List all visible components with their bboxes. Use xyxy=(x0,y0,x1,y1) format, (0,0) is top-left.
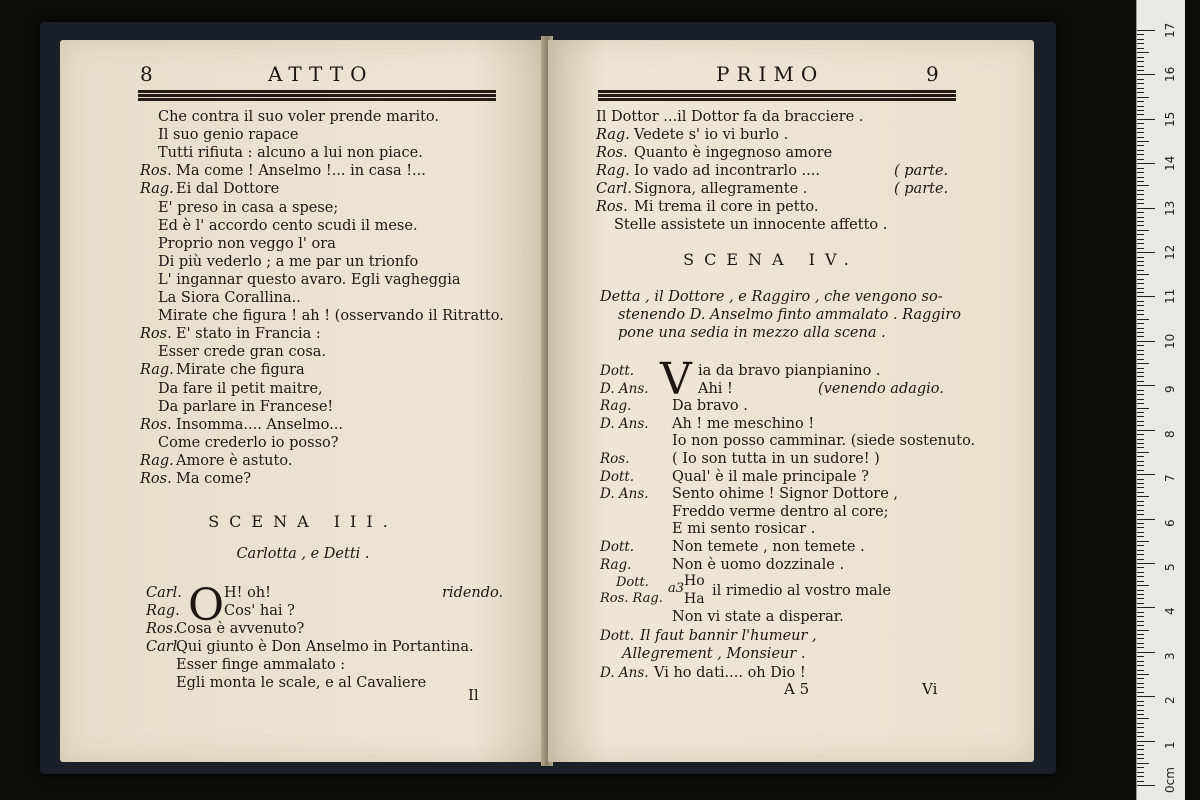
dialogue-text: ( Io son tutta in un sudore! ) xyxy=(672,451,880,467)
ruler-number: 12 xyxy=(1163,244,1177,261)
ruler-tick xyxy=(1137,434,1144,435)
ruler-tick xyxy=(1137,154,1144,155)
ruler-tick xyxy=(1137,532,1144,533)
ruler-tick xyxy=(1137,421,1144,422)
ruler-tick xyxy=(1137,678,1144,679)
text-line: E' preso in casa a spese; xyxy=(158,199,339,216)
ruler-tick xyxy=(1137,705,1144,706)
scene-persons: Carlotta , e Detti . xyxy=(236,546,370,562)
text-line: Cos' hai ? xyxy=(224,603,295,619)
scene-persons-line: Detta , il Dottore , e Raggiro , che vengono so- xyxy=(600,289,943,305)
text-line: Cosa è avvenuto? xyxy=(176,621,305,637)
ruler-tick xyxy=(1137,97,1149,98)
ruler-tick xyxy=(1137,83,1144,84)
speaker-label: Ros. xyxy=(146,621,178,637)
ruler-number: 11 xyxy=(1163,289,1177,305)
ruler-tick xyxy=(1137,110,1144,111)
speaker-label: D. Ans. xyxy=(600,486,649,503)
ruler-tick xyxy=(1137,630,1149,631)
ruler-number: 0cm xyxy=(1163,767,1177,793)
ruler-tick xyxy=(1137,643,1144,644)
ruler-tick xyxy=(1137,510,1144,511)
ruler-tick xyxy=(1137,567,1144,568)
text-line: Proprio non veggo l' ora xyxy=(158,235,336,252)
dialogue-text: Qual' è il male principale ? xyxy=(672,468,869,485)
text-line: La Siora Corallina.. xyxy=(158,290,301,306)
speaker-label: Ros. xyxy=(596,199,628,215)
ruler-tick xyxy=(1137,687,1144,688)
ruler-tick xyxy=(1137,545,1144,546)
header-rule xyxy=(138,90,496,93)
ruler-tick xyxy=(1137,408,1149,409)
ruler-tick xyxy=(1137,328,1144,329)
speaker-label: Carl. xyxy=(146,585,182,601)
ruler-tick xyxy=(1137,443,1144,444)
ruler-tick xyxy=(1137,381,1144,382)
ruler-tick xyxy=(1137,541,1149,542)
ruler-tick xyxy=(1137,79,1144,80)
speaker-label: Rag. xyxy=(146,603,180,619)
ruler-tick xyxy=(1137,612,1144,613)
running-head: PRIMO xyxy=(716,62,825,86)
ruler-tick xyxy=(1137,527,1144,528)
ruler-tick xyxy=(1137,763,1149,764)
ruler-tick xyxy=(1137,701,1144,702)
ruler-tick xyxy=(1137,301,1144,302)
stage-direction: ( parte. xyxy=(894,163,949,179)
speaker-label: Ros. xyxy=(140,471,172,487)
ruler-number: 1 xyxy=(1163,740,1177,749)
ruler-tick xyxy=(1137,767,1144,768)
text-line: Quanto è ingegnoso amore xyxy=(634,145,833,161)
speaker-label: Rag. xyxy=(140,452,174,469)
ruler-tick xyxy=(1137,625,1144,626)
text-line: Ed è l' accordo cento scudi il mese. xyxy=(158,217,418,234)
ruler-tick xyxy=(1137,741,1155,742)
stage-direction: (venendo adagio. xyxy=(818,380,944,397)
speaker-label: Dott. xyxy=(616,575,649,590)
ruler-tick xyxy=(1137,483,1144,484)
ruler-tick xyxy=(1137,479,1144,480)
ruler-tick xyxy=(1137,199,1144,200)
ruler-tick xyxy=(1137,376,1144,377)
ruler-tick xyxy=(1137,536,1144,537)
catchword: Il xyxy=(468,686,479,704)
ruler-tick xyxy=(1137,692,1144,693)
ruler-number: 2 xyxy=(1163,696,1177,705)
ruler-tick xyxy=(1137,670,1144,671)
ruler-tick xyxy=(1137,439,1144,440)
ruler-tick xyxy=(1137,581,1144,582)
ruler-tick xyxy=(1137,550,1144,551)
ruler-tick xyxy=(1137,603,1144,604)
ruler-tick xyxy=(1137,416,1144,417)
ruler-tick xyxy=(1137,66,1144,67)
ruler-tick xyxy=(1137,710,1144,711)
text-line: Il Dottor ...il Dottor fa da bracciere . xyxy=(596,109,864,125)
text-line: Esser finge ammalato : xyxy=(176,657,346,673)
ruler-tick xyxy=(1137,656,1144,657)
a3-mark: a3 xyxy=(668,581,685,596)
ruler-tick xyxy=(1137,243,1144,244)
ruler-tick xyxy=(1137,607,1155,608)
ruler-tick xyxy=(1137,283,1144,284)
speaker-label: D. Ans. xyxy=(600,415,649,432)
dialogue-text: il rimedio al vostro male xyxy=(712,583,892,599)
ruler-tick xyxy=(1137,594,1144,595)
ruler-tick xyxy=(1137,634,1144,635)
ruler-tick xyxy=(1137,487,1144,488)
ruler-tick xyxy=(1137,279,1144,280)
ruler-tick xyxy=(1137,114,1144,115)
ruler-tick xyxy=(1137,572,1144,573)
ruler-tick xyxy=(1137,132,1144,133)
ruler-tick xyxy=(1137,341,1155,342)
ruler-number: 6 xyxy=(1163,518,1177,527)
ruler-tick xyxy=(1137,390,1144,391)
ruler-tick xyxy=(1137,310,1144,311)
ruler-tick xyxy=(1137,718,1149,719)
text-line: E' stato in Francia : xyxy=(176,326,321,343)
ruler-tick xyxy=(1137,345,1144,346)
scene-title: SCENA III. xyxy=(208,512,398,531)
dialogue-text: Io non posso camminar. (siede sostenuto. xyxy=(672,433,976,450)
text-line: Da parlare in Francese! xyxy=(158,398,334,415)
ruler-number: 10 xyxy=(1163,333,1177,349)
ruler-tick xyxy=(1137,696,1155,697)
ruler-tick xyxy=(1137,261,1144,262)
ruler-tick xyxy=(1137,234,1144,235)
ruler-tick xyxy=(1137,647,1144,648)
text-line: Il suo genio rapace xyxy=(158,127,299,144)
speaker-label: Rag. xyxy=(596,163,630,179)
ruler-tick xyxy=(1137,554,1144,555)
speaker-label: Ros. xyxy=(140,163,172,180)
ruler-number: 17 xyxy=(1163,22,1177,38)
ruler-tick xyxy=(1137,732,1144,733)
ruler-tick xyxy=(1137,185,1149,186)
ruler-tick xyxy=(1137,652,1155,653)
ruler-tick xyxy=(1137,616,1144,617)
ruler-tick xyxy=(1137,354,1144,355)
ruler-number: 4 xyxy=(1163,607,1177,616)
ruler-tick xyxy=(1137,34,1144,35)
ruler-tick xyxy=(1137,323,1144,324)
dialogue-text: Ahi ! xyxy=(698,380,733,397)
catchword: Vi xyxy=(922,680,938,698)
ruler-tick xyxy=(1137,274,1149,275)
ruler-number: 14 xyxy=(1163,155,1177,172)
ho-text: Ho xyxy=(684,573,705,589)
ruler-tick xyxy=(1137,332,1144,333)
dialogue-text: Da bravo . xyxy=(672,398,748,415)
ruler-tick xyxy=(1137,559,1144,560)
ruler-tick xyxy=(1137,363,1149,364)
ruler-tick xyxy=(1137,74,1155,75)
ruler-tick xyxy=(1137,394,1144,395)
ruler-tick xyxy=(1137,248,1144,249)
ruler-tick xyxy=(1137,292,1144,293)
ruler-tick xyxy=(1137,221,1144,222)
ruler-tick xyxy=(1137,447,1144,448)
text-line: Di più vederlo ; a me par un trionfo xyxy=(158,253,419,270)
ruler-tick xyxy=(1137,772,1144,773)
ruler-tick xyxy=(1137,70,1144,71)
ruler-tick xyxy=(1137,239,1144,240)
ruler-tick xyxy=(1137,736,1144,737)
dialogue-text: Freddo verme dentro al core; xyxy=(672,503,889,520)
ruler-tick xyxy=(1137,106,1144,107)
ruler-tick xyxy=(1137,177,1144,178)
page-number: 9 xyxy=(926,62,939,86)
dialogue-text: Ah ! me meschino ! xyxy=(672,415,815,432)
text-line: Io vado ad incontrarlo .... xyxy=(634,163,820,179)
speaker-label: Ros. xyxy=(140,326,172,343)
ruler-tick xyxy=(1137,92,1144,93)
ruler-tick xyxy=(1137,461,1144,462)
ruler-tick xyxy=(1137,230,1149,231)
ruler-tick xyxy=(1137,163,1155,164)
ruler-tick xyxy=(1137,137,1144,138)
text-line: Amore è astuto. xyxy=(176,452,293,469)
ruler-tick xyxy=(1137,288,1144,289)
ruler-tick xyxy=(1137,141,1149,142)
ruler-tick xyxy=(1137,563,1155,564)
ruler-tick xyxy=(1137,425,1144,426)
ruler-tick xyxy=(1137,314,1144,315)
ruler-tick xyxy=(1137,48,1144,49)
ruler-tick xyxy=(1137,776,1144,777)
ruler-tick xyxy=(1137,252,1155,253)
dialogue-text: Non è uomo dozzinale . xyxy=(672,556,845,573)
ruler-tick xyxy=(1137,128,1144,129)
ruler-number: 16 xyxy=(1163,67,1177,83)
ruler-tick xyxy=(1137,57,1144,58)
drop-capital: V xyxy=(660,354,692,405)
speaker-label: Rag. xyxy=(600,556,632,573)
ruler-tick xyxy=(1137,270,1144,271)
ruler-tick xyxy=(1137,590,1144,591)
right-page xyxy=(548,40,1034,762)
ruler-number: 15 xyxy=(1163,111,1177,127)
ruler-tick xyxy=(1137,319,1149,320)
signature-mark: A 5 xyxy=(784,680,810,698)
speaker-label: Dott. xyxy=(600,468,635,485)
ruler-number: 9 xyxy=(1163,385,1177,394)
ruler-tick xyxy=(1137,661,1144,662)
speaker-label: Dott. xyxy=(600,627,635,644)
ruler-tick xyxy=(1137,505,1144,506)
text-line: Signora, allegramente . xyxy=(634,181,808,197)
scene-persons-line: stenendo D. Anselmo finto ammalato . Raggiro xyxy=(618,307,962,323)
speaker-label: D. Ans. xyxy=(600,380,649,397)
dialogue-text: ia da bravo pianpianino . xyxy=(698,363,881,379)
ruler-tick xyxy=(1137,265,1144,266)
left-page xyxy=(60,40,546,762)
ruler-tick xyxy=(1137,412,1144,413)
ruler-tick xyxy=(1137,519,1155,520)
ruler-tick xyxy=(1137,123,1144,124)
ruler-tick xyxy=(1137,745,1144,746)
stage-direction: ridendo. xyxy=(442,585,504,601)
text-line: Esser crede gran cosa. xyxy=(158,344,327,361)
ruler-tick xyxy=(1137,514,1144,515)
speaker-label: Carl. xyxy=(146,639,182,655)
ruler-tick xyxy=(1137,496,1149,497)
ruler-tick xyxy=(1137,305,1144,306)
text-line: Da fare il petit maitre, xyxy=(158,380,323,397)
speaker-label: Ros. Rag. xyxy=(600,591,663,606)
speaker-label: Dott. xyxy=(600,539,635,555)
ruler-tick xyxy=(1137,208,1155,209)
ruler-tick xyxy=(1137,159,1144,160)
ruler-tick xyxy=(1137,683,1144,684)
ruler-tick xyxy=(1137,119,1155,120)
ruler-tick xyxy=(1137,203,1144,204)
ruler-tick xyxy=(1137,194,1144,195)
ruler-tick xyxy=(1137,257,1144,258)
dialogue-text: Non temete , non temete . xyxy=(672,539,865,555)
dialogue-text: Non vi state a disperar. xyxy=(672,609,844,625)
ruler-tick xyxy=(1137,150,1144,151)
text-line: Ma come? xyxy=(176,471,252,487)
scene-title: SCENA IV. xyxy=(683,250,859,269)
ruler-tick xyxy=(1137,52,1149,53)
ruler-tick xyxy=(1137,501,1144,502)
ruler-tick xyxy=(1137,714,1144,715)
speaker-label: Rag. xyxy=(140,181,174,198)
scene-persons-line: pone una sedia in mezzo alla scena . xyxy=(618,325,886,341)
speaker-label: Ros. xyxy=(596,145,628,161)
speaker-label: D. Ans. xyxy=(600,664,649,681)
ruler-tick xyxy=(1137,465,1144,466)
ruler-tick xyxy=(1137,225,1144,226)
stage-direction: ( parte. xyxy=(894,181,949,197)
ruler-tick xyxy=(1137,523,1144,524)
ruler-tick xyxy=(1137,474,1155,475)
text-line: Che contra il suo voler prende marito. xyxy=(158,109,439,125)
ruler-tick xyxy=(1137,296,1155,297)
page-number: 8 xyxy=(140,62,153,86)
text-line: Mirate che figura xyxy=(176,362,305,379)
dialogue-text: Sento ohime ! Signor Dottore , xyxy=(672,486,899,503)
ruler-tick xyxy=(1137,430,1155,431)
dialogue-text: Allegrement , Monsieur . xyxy=(622,646,806,662)
text-line: Qui giunto è Don Anselmo in Portantina. xyxy=(176,639,474,655)
running-head: ATTTO xyxy=(268,62,374,86)
ruler-tick xyxy=(1137,368,1144,369)
ruler-tick xyxy=(1137,39,1144,40)
ruler-tick xyxy=(1137,403,1144,404)
speaker-label: Ros. xyxy=(600,451,630,467)
ruler-number: 7 xyxy=(1163,474,1177,483)
ruler-tick xyxy=(1137,723,1144,724)
speaker-label: Dott. xyxy=(600,363,635,379)
ruler-number: 13 xyxy=(1163,200,1177,216)
ruler-tick xyxy=(1137,492,1144,493)
ruler-tick xyxy=(1137,399,1144,400)
ruler-tick xyxy=(1137,598,1144,599)
ruler-tick xyxy=(1137,30,1155,31)
ruler-tick xyxy=(1137,585,1149,586)
speaker-label: Rag. xyxy=(596,127,630,143)
ruler-tick xyxy=(1137,576,1144,577)
text-line: Ma come ! Anselmo !... in casa !... xyxy=(176,163,426,180)
text-line: Vedete s' io vi burlo . xyxy=(634,127,789,143)
ruler-tick xyxy=(1137,190,1144,191)
text-line: Tutti rifiuta : alcuno a lui non piace. xyxy=(158,145,423,162)
ha-text: Ha xyxy=(684,591,705,607)
ruler-tick xyxy=(1137,385,1155,386)
ruler-tick xyxy=(1137,212,1144,213)
ruler-tick xyxy=(1137,145,1144,146)
drop-capital: O xyxy=(188,580,225,631)
ruler-tick xyxy=(1137,456,1144,457)
ruler-tick xyxy=(1137,749,1144,750)
ruler-number: 8 xyxy=(1163,430,1177,438)
dialogue-text: Vi ho dati.... oh Dio ! xyxy=(654,664,806,681)
measuring-ruler xyxy=(1136,0,1185,800)
text-line: Mirate che figura ! ah ! (osservando il Ritratto. xyxy=(158,308,504,325)
ruler-tick xyxy=(1137,665,1144,666)
ruler-tick xyxy=(1137,172,1144,173)
ruler-tick xyxy=(1137,359,1144,360)
ruler-tick xyxy=(1137,452,1149,453)
text-line: Insomma.... Anselmo... xyxy=(176,416,343,433)
ruler-tick xyxy=(1137,621,1144,622)
ruler-tick xyxy=(1137,61,1144,62)
text-line: Egli monta le scale, e al Cavaliere xyxy=(176,675,427,691)
ruler-tick xyxy=(1137,350,1144,351)
text-line: H! oh! xyxy=(224,585,271,601)
text-line: Ei dal Dottore xyxy=(176,181,280,198)
speaker-label: Carl. xyxy=(596,181,632,197)
header-rule xyxy=(598,90,956,93)
text-line: L' ingannar questo avaro. Egli vagheggia xyxy=(158,271,461,288)
ruler-tick xyxy=(1137,754,1144,755)
ruler-tick xyxy=(1137,43,1144,44)
speaker-label: Ros. xyxy=(140,416,172,433)
ruler-tick xyxy=(1137,101,1144,102)
ruler-tick xyxy=(1137,217,1144,218)
ruler-tick xyxy=(1137,674,1149,675)
ruler-tick xyxy=(1137,781,1144,782)
ruler-tick xyxy=(1137,88,1144,89)
ruler-tick xyxy=(1137,758,1144,759)
speaker-label: Rag. xyxy=(600,398,632,415)
speaker-label: Rag. xyxy=(140,362,174,379)
ruler-number: 5 xyxy=(1163,563,1177,571)
ruler-tick xyxy=(1137,181,1144,182)
dialogue-text: Il faut bannir l'humeur , xyxy=(640,627,817,644)
ruler-tick xyxy=(1137,372,1144,373)
ruler-tick xyxy=(1137,785,1155,786)
ruler-number: 3 xyxy=(1163,652,1177,660)
dialogue-text: E mi sento rosicar . xyxy=(672,521,816,538)
ruler-tick xyxy=(1137,638,1144,639)
text-line: Come crederlo io posso? xyxy=(158,434,339,451)
ruler-tick xyxy=(1137,727,1144,728)
ruler-tick xyxy=(1137,168,1144,169)
text-line: Mi trema il core in petto. xyxy=(634,199,819,215)
ruler-tick xyxy=(1137,470,1144,471)
text-line: Stelle assistete un innocente affetto . xyxy=(614,217,888,233)
ruler-tick xyxy=(1137,336,1144,337)
